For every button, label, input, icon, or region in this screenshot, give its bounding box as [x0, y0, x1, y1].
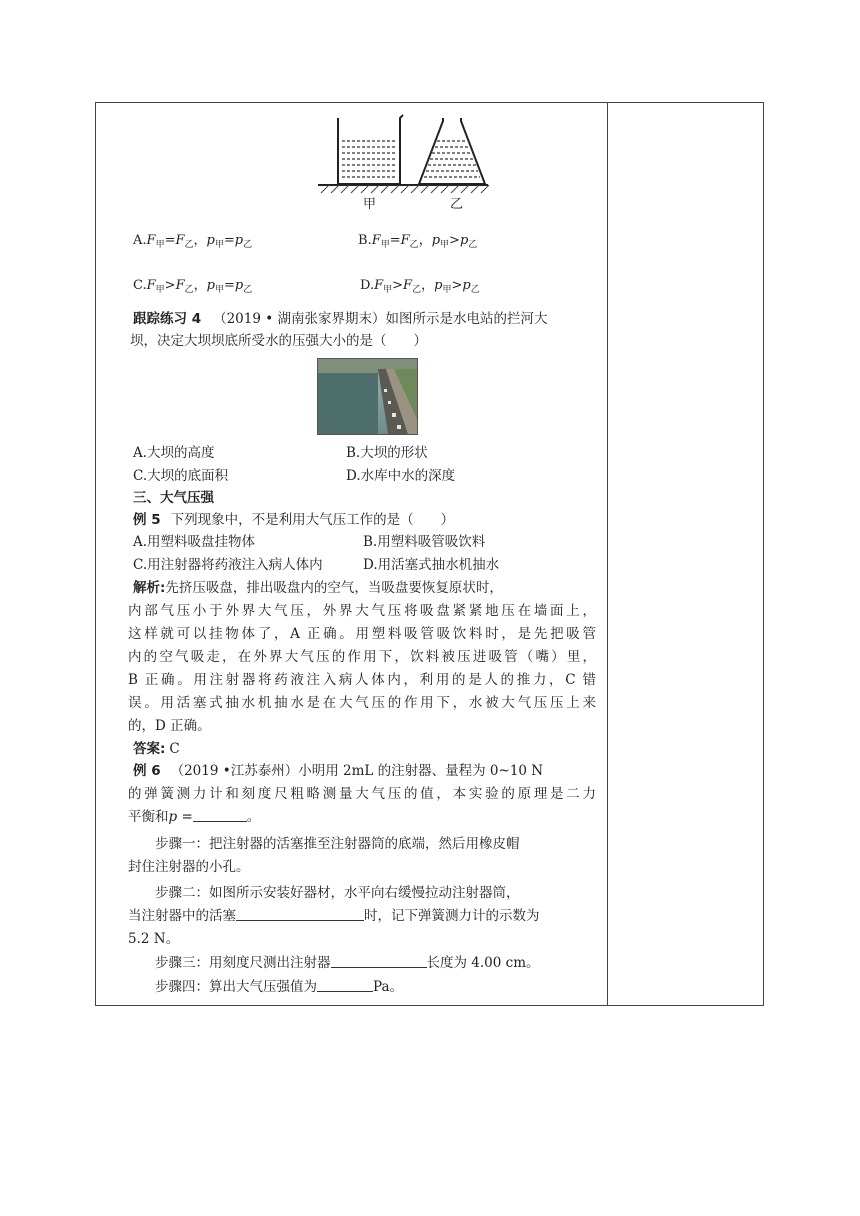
- example5-analysis-1: 解析:先挤压吸盘，排出吸盘内的空气，当吸盘要恢复原状时，: [133, 580, 503, 596]
- example5-option-d: D.用活塞式抽水机抽水: [363, 557, 500, 573]
- q3-option-c: $C.F_甲>F_乙$，$p_甲=p_乙$: [133, 278, 253, 295]
- pressure-value-blank[interactable]: [317, 979, 373, 992]
- example6-step1-a: 步骤一：把注射器的活塞推至注射器筒的底端，然后用橡皮帽: [155, 836, 520, 852]
- example6-line2: 的弹簧测力计和刻度尺粗略测量大气压的值，本实验的原理是二力: [128, 786, 596, 802]
- example5-option-a: A.用塑料吸盘挂物体: [133, 534, 256, 550]
- q3-option-d: $D.F_甲>F_乙$，$p_甲>p_乙$: [360, 278, 480, 295]
- dam-photo: [317, 358, 418, 435]
- example5-analysis-6: 误。用活塞式抽水机抽水是在大气压的作用下，水被大气压压上来: [128, 695, 596, 711]
- example5-analysis-3: 这样就可以挂物体了，A 正确。用塑料吸管吸饮料时，是先把吸管: [128, 626, 596, 642]
- flask-shape: [419, 118, 485, 184]
- measured-length-blank[interactable]: [331, 955, 427, 968]
- column-divider: [607, 103, 608, 1005]
- label-jia: 甲: [363, 197, 377, 212]
- example5-answer: 答案: C: [133, 741, 180, 757]
- example6-step2-c: 5.2 N。: [128, 931, 180, 947]
- example5-analysis-7: 的，D 正确。: [128, 718, 211, 734]
- example6-line1: 例 6 （2019 •江苏泰州）小明用 2mL 的注射器、量程为 0~10 N: [133, 763, 544, 779]
- practice4-line2: 坝，决定大坝坝底所受水的压强大小的是（ ）: [130, 333, 427, 349]
- piston-state-blank[interactable]: [236, 908, 364, 921]
- q3-option-a: $A.F_甲=F_乙$，$p_甲=p_乙$: [133, 233, 253, 250]
- label-yi: 乙: [450, 197, 464, 212]
- example6-step3: 步骤三：用刻度尺测出注射器 长度为 4.00 cm。: [155, 955, 540, 971]
- practice4-title: 跟踪练习 4: [133, 311, 202, 327]
- practice4-line1: 跟踪练习 4 （2019 • 湖南张家界期末）如图所示是水电站的拦河大: [133, 311, 548, 327]
- example5-analysis-2: 内部气压小于外界大气压，外界大气压将吸盘紧紧地压在墙面上，: [128, 603, 596, 619]
- example5-option-b: B.用塑料吸管吸饮料: [363, 534, 486, 550]
- practice4-option-a: A.大坝的高度: [133, 445, 215, 461]
- practice4-option-b: B.大坝的形状: [346, 445, 428, 461]
- example6-step1-b: 封住注射器的小孔。: [128, 859, 250, 875]
- section3-heading: 三、大气压强: [133, 490, 214, 506]
- pressure-container-diagram: [283, 113, 513, 213]
- principle-formula-blank[interactable]: [193, 809, 247, 822]
- example6-line3: 平衡和p = 。: [128, 809, 261, 825]
- example6-step4: 步骤四：算出大气压强值为 Pa。: [155, 979, 404, 995]
- practice4-option-c: C.大坝的底面积: [133, 468, 229, 484]
- content-table: [95, 102, 764, 1006]
- example5-analysis-5: B 正确。用注射器将药液注入病人体内，利用的是人的推力，C 错: [128, 672, 596, 688]
- example5-option-c: C.用注射器将药液注入病人体内: [133, 557, 323, 573]
- example5-analysis-4: 内的空气吸走，在外界大气压的作用下，饮料被压进吸管（嘴）里，: [128, 649, 596, 665]
- q3-option-b: $B.F_甲=F_乙$，$p_甲>p_乙$: [358, 233, 478, 250]
- example5-question: 例 5 下列现象中，不是利用大气压工作的是（ ）: [133, 512, 455, 528]
- beaker-shape: [338, 115, 403, 184]
- practice4-option-d: D.水库中水的深度: [346, 468, 456, 484]
- example6-step2-b: 当注射器中的活塞 时，记下弹簧测力计的示数为: [128, 908, 540, 924]
- example6-step2-a: 步骤二：如图所示安装好器材，水平向右缓慢拉动注射器筒，: [155, 885, 520, 901]
